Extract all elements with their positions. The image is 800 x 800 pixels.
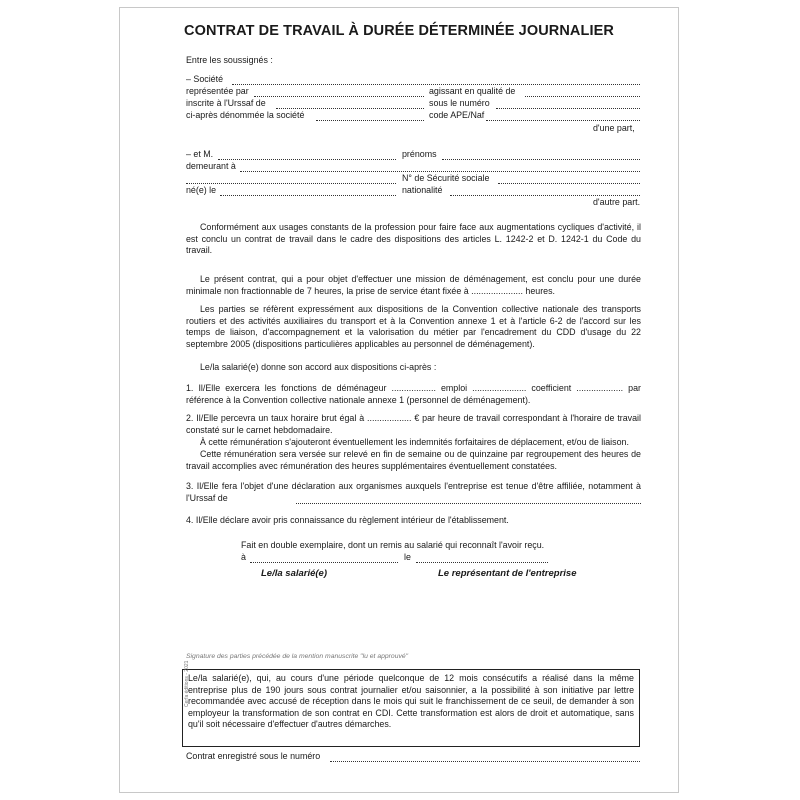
label-representee: représentée par: [186, 86, 249, 96]
clause-1: 1. Il/Elle exercera les fonctions de déménageur .................. emploi ...................... coefficient ................... par référence à la Convention collective nationale annexe 1 (personnel de déménagement).: [186, 383, 641, 405]
label-nationalite: nationalité: [402, 185, 443, 195]
label-societe: – Société: [186, 74, 224, 84]
fait-double-text: Fait en double exemplaire, dont un remis au salarié qui reconnaît l'avoir reçu.: [241, 540, 545, 550]
field-nationalite[interactable]: [450, 194, 640, 196]
clause-4: 4. Il/Elle déclare avoir pris connaissance du règlement intérieur de l'établissement.: [186, 515, 509, 525]
intro-text: Entre les soussignés :: [186, 55, 273, 65]
signature-note: Signature des parties précédée de la mention manuscrite "lu et approuvé": [186, 653, 409, 660]
label-autre-part: d'autre part.: [593, 197, 641, 207]
field-societe[interactable]: [232, 83, 640, 85]
clause-2-indemnites: À cette rémunération s'ajouteront éventuellement les indemnités forfaitaires de déplacement, et/ou de liaison.: [200, 437, 629, 447]
field-numero[interactable]: [496, 107, 640, 109]
field-lieu[interactable]: [250, 561, 398, 563]
label-urssaf: inscrite à l'Urssaf de: [186, 98, 266, 108]
field-nom[interactable]: [218, 158, 396, 160]
label-et-m: – et M.: [186, 149, 214, 159]
paragraph-usages: Conformément aux usages constants de la profession pour faire face aux augmentations cycliques d'activité, il est conclu un contrat de travail dans le cadre des dispositions des articles L. 1242-2 et D. 1242-1 du Code du travail.: [186, 222, 641, 256]
field-ne-le[interactable]: [220, 194, 396, 196]
label-demeurant: demeurant à: [186, 161, 236, 171]
field-adresse-2[interactable]: [186, 182, 396, 184]
paragraph-accord: Le/la salarié(e) donne son accord aux dispositions ci-après :: [200, 362, 437, 372]
label-secu: N° de Sécurité sociale: [402, 173, 490, 183]
cdi-notice-text: Le/la salarié(e), qui, au cours d'une période quelconque de 12 mois consécutifs a réalisé dans la même entreprise plus de 190 jours sous contrat journalier et/ou saisonnier, a la possibilité à son initiative par lettre recommandée avec accusé de réception dans le mois qui suit le franchissement de ce seuil, de demander à son employeur la transformation de son contrat en CDI. Cette transformation est alors de droit et automatique, sans qu'il soit nécessaire d'effectuer d'autres démarches.: [188, 673, 634, 730]
label-ape: code APE/Naf: [429, 110, 485, 120]
field-numero-enregistrement[interactable]: [330, 760, 640, 762]
label-a: à: [241, 552, 246, 562]
field-representee[interactable]: [254, 95, 424, 97]
field-urssaf-clause[interactable]: [296, 502, 641, 504]
field-secu[interactable]: [498, 182, 640, 184]
label-contrat-enregistre: Contrat enregistré sous le numéro: [186, 751, 321, 761]
clause-3: 3. Il/Elle fera l'objet d'une déclaration aux organismes auxquels l'entreprise est tenue d'être affiliée, notamment à l'Urssaf de: [186, 481, 641, 503]
signature-salarie-label: Le/la salarié(e): [261, 568, 328, 579]
cdi-notice-box: [182, 669, 640, 747]
field-urssaf[interactable]: [276, 107, 424, 109]
field-prenoms[interactable]: [442, 158, 640, 160]
document-page: [119, 7, 679, 793]
side-edition-code: Cerfa éditions - 2021: [184, 660, 190, 707]
label-denommee: ci-après dénommée la société: [186, 110, 305, 120]
paragraph-convention: Les parties se réfèrent expressément aux dispositions de la Convention collective nationale des transports routiers et des activités auxiliaires du transport et à la Convention annexe 1 et à l'article 6-2 de l'accord sur les temps de liaison, d'accompagnement et la valorisation du métier par l'encadrement du CDD d'usage du 22 septembre 2005 (dispositions particulières applicables au personnel de déménagement).: [186, 304, 641, 349]
field-denommee[interactable]: [316, 119, 424, 121]
field-adresse-1[interactable]: [240, 170, 640, 172]
signature-representant-label: Le représentant de l'entreprise: [438, 568, 577, 579]
label-agissant: agissant en qualité de: [429, 86, 516, 96]
field-ape[interactable]: [486, 119, 640, 121]
label-le: le: [404, 552, 411, 562]
label-ne-le: né(e) le: [186, 185, 217, 195]
document-title: CONTRAT DE TRAVAIL À DURÉE DÉTERMINÉE JOURNALIER: [184, 23, 614, 39]
label-une-part: d'une part,: [593, 123, 635, 133]
field-qualite[interactable]: [525, 95, 640, 97]
label-prenoms: prénoms: [402, 149, 437, 159]
clause-2: 2. Il/Elle percevra un taux horaire brut égal à .................. € par heure de travail correspondant à l'horaire de travail constaté sur le carnet hebdomadaire.: [186, 413, 641, 435]
field-date[interactable]: [416, 561, 548, 563]
clause-2-versement: Cette rémunération sera versée sur relevé en fin de semaine ou de quinzaine par regroupement des heures de travail accomplies avec rémunération des heures supplémentaires éventuellement constatées.: [186, 449, 641, 471]
paragraph-objet: Le présent contrat, qui a pour objet d'effectuer une mission de déménagement, est conclu pour une durée minimale non fractionnable de 7 heures, la prise de service étant fixée à ..................... heures.: [186, 274, 641, 296]
label-numero: sous le numéro: [429, 98, 490, 108]
